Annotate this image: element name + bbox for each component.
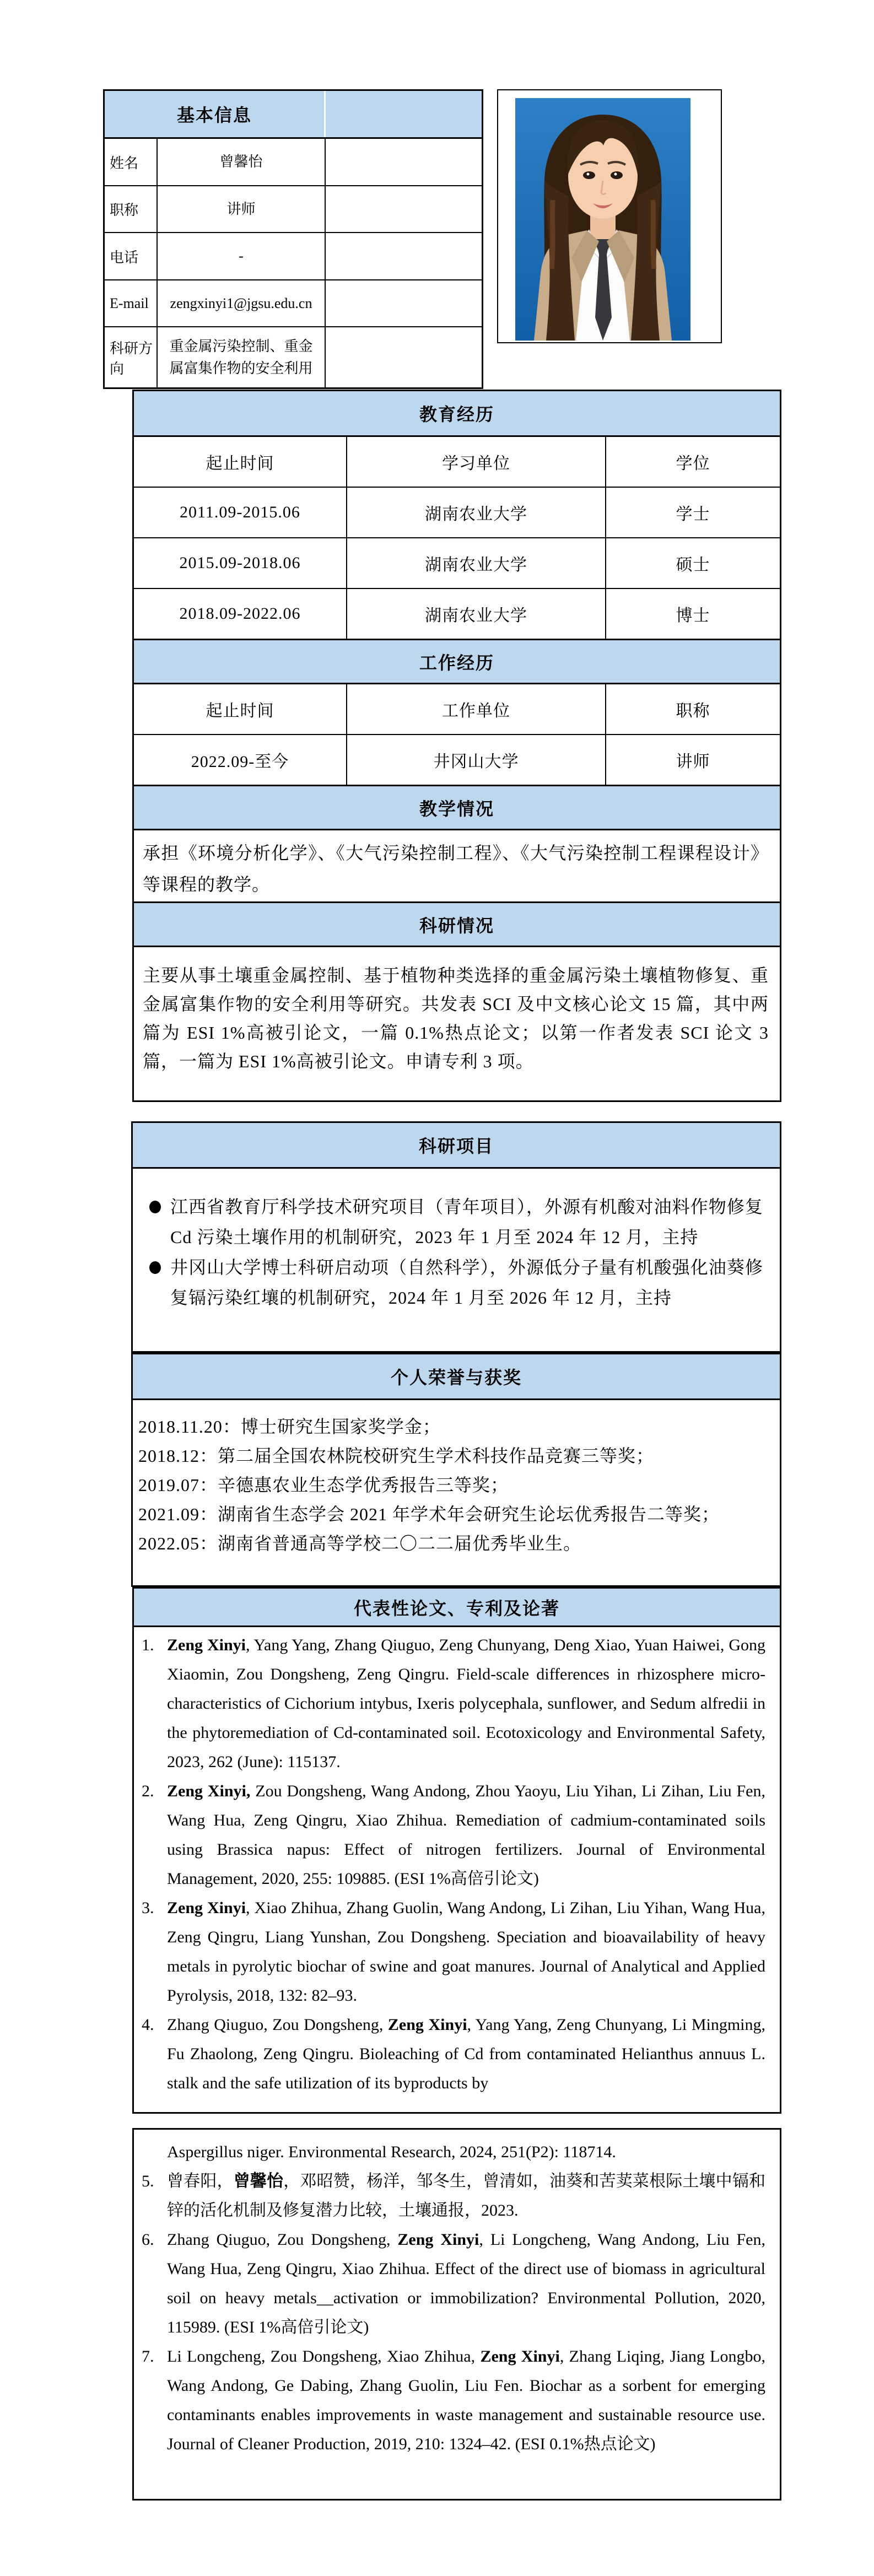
basic-info-empty-cell xyxy=(326,280,482,326)
publication-item xyxy=(142,1630,765,1776)
basic-info-rows xyxy=(105,139,482,387)
publication-text xyxy=(167,2010,765,2098)
basic-info-empty-cell xyxy=(326,186,482,232)
project-item xyxy=(148,1252,763,1313)
teaching-section-header: 教学情况 xyxy=(134,785,780,830)
highlighted-author: 曾馨怡 xyxy=(233,2172,284,2190)
experience-table xyxy=(132,390,781,1102)
basic-info-value: zengxinyi1@jgsu.edu.cn xyxy=(158,280,326,326)
basic-info-empty-cell xyxy=(326,327,482,387)
portrait-photo xyxy=(515,98,690,341)
basic-info-title: 基本信息 xyxy=(105,91,326,137)
honor-item: 2018.11.20：博士研究生国家奖学金； xyxy=(138,1417,441,1436)
publication-text-segment: , Li Longcheng, Wang Andong, Liu Fen, Wang Hua, Zeng Qingru, Xiao Zhihua. Effect of the direct use of biomass in agricultural soil on heavy metals__activation or immobilization? Environmental Pollution, 2020, 115989. (ESI 1%高倍引论文) xyxy=(167,2231,765,2336)
highlighted-author: Zeng Xinyi xyxy=(480,2347,560,2366)
table-cell: 湖南农业大学 xyxy=(347,538,606,588)
publication-text-segment: Li Longcheng, Zou Dongsheng, Xiao Zhihua, xyxy=(167,2347,481,2366)
publications-table-page2 xyxy=(132,2128,781,2501)
work-grid xyxy=(134,684,780,785)
bullet-icon xyxy=(149,1261,161,1274)
basic-info-empty-cell xyxy=(326,233,482,279)
honor-item: 2019.07：辛德惠农业生态学优秀报告三等奖； xyxy=(138,1475,509,1495)
table-cell: 2015.09-2018.06 xyxy=(134,538,347,588)
table-cell: 学士 xyxy=(676,505,710,523)
highlighted-author: Zeng Xinyi xyxy=(167,1636,246,1654)
publication-item xyxy=(142,2225,765,2342)
publications-table-page1 xyxy=(132,1587,781,2114)
honors-table xyxy=(131,1353,781,1587)
table-cell: 硕士 xyxy=(676,556,710,574)
publication-item xyxy=(142,1893,765,2010)
project-item-text: 井冈山大学博士科研启动项（自然科学），外源低分子量有机酸强化油葵修复镉污染红壤的机制研究，2024 年 1 月至 2026 年 12 月，主持 xyxy=(170,1257,763,1308)
honors-section-header: 个人荣誉与获奖 xyxy=(133,1354,780,1400)
basic-info-label: 科研方向 xyxy=(105,327,158,387)
basic-info-value: - xyxy=(158,233,326,279)
publication-number: 4. xyxy=(142,2016,154,2034)
publication-text-segment: 曾春阳， xyxy=(167,2172,234,2190)
table-cell: 湖南农业大学 xyxy=(347,488,606,537)
column-header: 职称 xyxy=(676,702,710,720)
publication-number: 1. xyxy=(142,1636,154,1654)
publication-text-segment: Zhang Qiuguo, Zou Dongsheng, xyxy=(167,2231,398,2249)
basic-info-empty-cell xyxy=(326,139,482,185)
project-item xyxy=(148,1192,763,1252)
table-cell: 井冈山大学 xyxy=(347,735,606,785)
publication-number: 7. xyxy=(142,2347,154,2366)
basic-info-row xyxy=(105,186,482,233)
highlighted-author: Zeng Xinyi, xyxy=(167,1782,251,1800)
publication-item xyxy=(142,2167,765,2225)
basic-info-value: 曾馨怡 xyxy=(158,139,326,185)
bullet-icon xyxy=(149,1201,161,1213)
publication-continuation-text: Aspergillus niger. Environmental Research, 2024, 251(P2): 118714. xyxy=(167,2143,616,2161)
publication-text xyxy=(167,1893,765,2010)
table-cell: 2022.09-至今 xyxy=(134,735,347,785)
publication-text-segment: , Xiao Zhihua, Zhang Guolin, Wang Andong, Li Zihan, Liu Yihan, Wang Hua, Zeng Qingru, Liang Yunshan, Zou Dongsheng. Speciation and bioavailability of heavy metals in pyrolytic biochar of swine and goat manures. Journal of Analytical and Applied Pyrolysis, 2018, 132: 82–93. xyxy=(167,1899,765,2005)
research-projects-table xyxy=(131,1121,781,1353)
publication-item xyxy=(142,1776,765,1893)
project-item-text: 江西省教育厅科学技术研究项目（青年项目），外源有机酸对油料作物修复 Cd 污染土壤作用的机制研究，2023 年 1 月至 2024 年 12 月，主持 xyxy=(170,1197,763,1247)
photo-frame xyxy=(497,89,722,343)
table-cell: 2011.09-2015.06 xyxy=(134,488,347,537)
table-cell: 讲师 xyxy=(676,753,710,771)
research-overview-section-header: 科研情况 xyxy=(134,901,780,947)
publication-text-segment: , Zhang Liqing, Jiang Longbo, Wang Andong, Ge Dabing, Zhang Guolin, Liu Fen. Biochar as a sorbent for emerging contaminants enables improvements in waste management and sustainable resource use. Journal of Cleaner Production, 2019, 210: 1324–42. (ESI 0.1%热点论文) xyxy=(167,2347,765,2453)
column-header: 起止时间 xyxy=(134,437,347,487)
table-cell: 湖南农业大学 xyxy=(347,589,606,639)
honor-item: 2022.05：湖南省普通高等学校二〇二二届优秀毕业生。 xyxy=(138,1533,582,1553)
basic-info-header-row xyxy=(105,91,482,139)
research-projects-section-header: 科研项目 xyxy=(133,1123,780,1169)
column-header: 起止时间 xyxy=(134,684,347,734)
work-section-header: 工作经历 xyxy=(134,639,780,684)
column-header: 学习单位 xyxy=(347,437,606,487)
table-row xyxy=(134,589,780,639)
basic-info-row xyxy=(105,327,482,387)
publication-text xyxy=(167,1630,765,1776)
table-cell: 博士 xyxy=(676,607,710,625)
publication-number: 6. xyxy=(142,2231,154,2249)
basic-info-label: 电话 xyxy=(105,233,158,279)
column-header: 学位 xyxy=(676,455,710,473)
research-overview-text: 主要从事土壤重金属控制、基于植物种类选择的重金属污染土壤植物修复、重金属富集作物的安全利用等研究。共发表 SCI 及中文核心论文 15 篇，其中两篇为 ESI 1%高被引论文，一篇 0.1%热点论文；以第一作者发表 SCI 论文 3 篇，一篇为 ESI 1%高被引论文。申请专利 3 项。 xyxy=(143,965,769,1071)
publication-text xyxy=(167,2225,765,2342)
teaching-text: 承担《环境分析化学》、《大气污染控制工程》、《大气污染控制工程课程设计》等课程的教学。 xyxy=(143,843,769,894)
publication-item xyxy=(142,2342,765,2459)
basic-info-row xyxy=(105,139,482,186)
publication-text-segment: ，邓昭赞，杨洋，邹冬生，曾清如，油葵和苦荬菜根际土壤中镉和锌的活化机制及修复潜力比较，土壤通报，2023. xyxy=(167,2172,766,2219)
highlighted-author: Zeng Xinyi xyxy=(387,2016,467,2034)
education-grid xyxy=(134,437,780,639)
basic-info-row xyxy=(105,280,482,327)
publication-number: 5. xyxy=(142,2172,154,2190)
publication-number: 3. xyxy=(142,1899,154,1917)
publication-text-segment: Zou Dongsheng, Wang Andong, Zhou Yaoyu, Liu Yihan, Li Zihan, Liu Fen, Wang Hua, Zeng Qingru, Xiao Zhihua. Remediation of cadmium-contaminated soils using Brassica napus: Effect of nitrogen fertilizers. Journal of Environmental Management, 2020, 255: 109885. (ESI 1%高倍引论文) xyxy=(167,1782,766,1888)
table-row xyxy=(134,735,780,785)
honor-item: 2018.12：第二届全国农林院校研究生学术科技作品竞赛三等奖； xyxy=(138,1446,655,1466)
table-row xyxy=(134,538,780,589)
table-row xyxy=(134,488,780,538)
basic-info-label: 职称 xyxy=(105,186,158,232)
publication-text-segment: , Yang Yang, Zeng Chunyang, Li Mingming, Fu Zhaolong, Zeng Qingru. Bioleaching of Cd from contaminated Helianthus annuus L. stalk and the safe utilization of its byproducts by xyxy=(167,2016,766,2092)
publication-text-segment: Zhang Qiuguo, Zou Dongsheng, xyxy=(167,2016,388,2034)
column-header: 工作单位 xyxy=(347,684,606,734)
basic-info-header-spacer xyxy=(326,91,482,137)
publication-text xyxy=(167,2342,765,2459)
table-header-row xyxy=(134,437,780,488)
publication-number: 2. xyxy=(142,1782,154,1800)
research-projects-list xyxy=(133,1169,780,1351)
basic-info-row xyxy=(105,233,482,280)
publication-text-segment: , Yang Yang, Zhang Qiuguo, Zeng Chunyang, Deng Xiao, Yuan Haiwei, Gong Xiaomin, Zou Dongsheng, Zeng Qingru. Field-scale differences in rhizosphere micro-characteristics of Cichorium intybus, Ixeris polycephala, sunflower, and Sedum alfredii in the phytoremediation of Cd-contaminated soil. Ecotoxicology and Environmental Safety, 2023, 262 (June): 115137. xyxy=(167,1636,766,1771)
table-header-row xyxy=(134,684,780,735)
basic-info-label: E-mail xyxy=(105,280,158,326)
publications-list-page2 xyxy=(134,2130,780,2499)
honors-list xyxy=(133,1400,780,1585)
publication-item xyxy=(142,2010,765,2098)
highlighted-author: Zeng Xinyi xyxy=(397,2231,479,2249)
basic-info-value: 讲师 xyxy=(158,186,326,232)
honor-item: 2021.09：湖南省生态学会 2021 年学术年会研究生论坛优秀报告二等奖； xyxy=(138,1504,720,1524)
basic-info-label: 姓名 xyxy=(105,139,158,185)
highlighted-author: Zeng Xinyi xyxy=(167,1899,246,1917)
basic-info-table xyxy=(103,89,483,389)
table-cell: 2018.09-2022.06 xyxy=(134,589,347,639)
publication-text xyxy=(167,2167,765,2225)
publications-section-header: 代表性论文、专利及论著 xyxy=(134,1589,780,1627)
education-section-header: 教育经历 xyxy=(134,391,780,437)
publication-text xyxy=(167,1776,765,1893)
basic-info-value: 重金属污染控制、重金属富集作物的安全利用 xyxy=(158,327,326,387)
publications-list-page1 xyxy=(134,1627,780,2112)
